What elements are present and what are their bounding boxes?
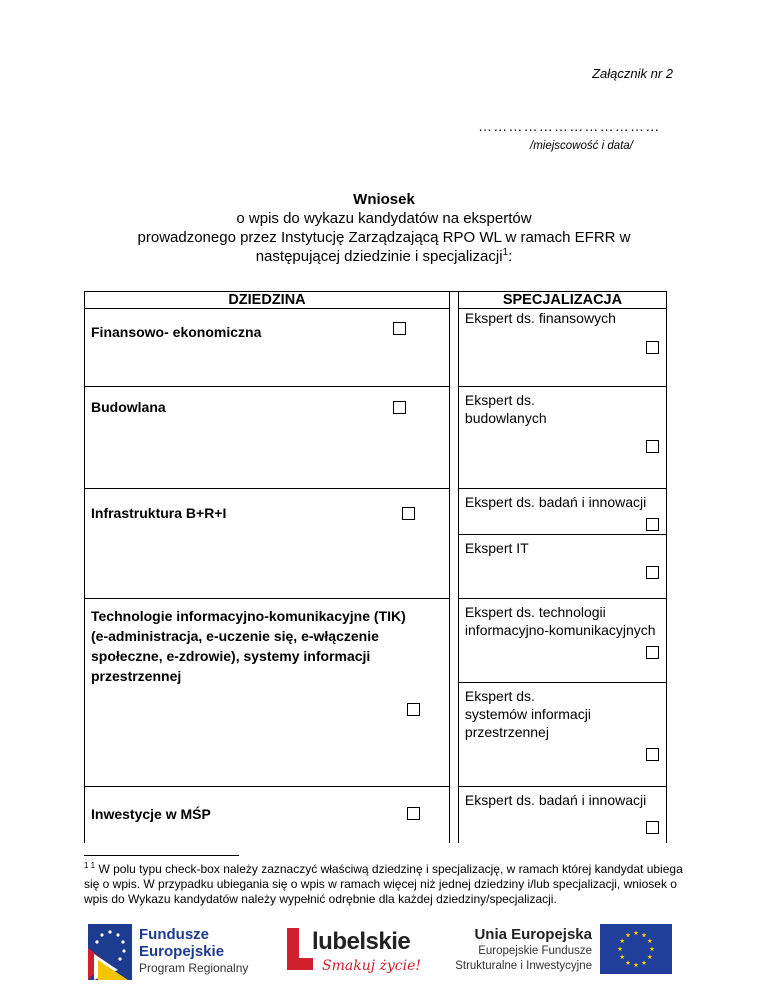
- spec-label: Ekspert ds. badań i innowacji: [464, 494, 647, 510]
- lubelskie-wordmark: lubelskie: [312, 928, 411, 955]
- application-title: [0, 190, 768, 266]
- header-spec: SPECJALIZACJA: [458, 292, 666, 309]
- ue-line-3: Strukturalne i Inwestycyjne: [455, 960, 592, 972]
- spec-checkbox[interactable]: [646, 518, 659, 531]
- fe-line-1: Fundusze: [139, 926, 209, 943]
- title-line-3: prowadzonego przez Instytucję Zarządzającą RPO WL w ramach EFRR w: [137, 229, 631, 246]
- spec-checkbox[interactable]: [646, 748, 659, 761]
- footnote-separator: [84, 855, 239, 856]
- spec-cell: [458, 489, 666, 535]
- header-domain: DZIEDZINA: [85, 292, 450, 309]
- spec-checkbox[interactable]: [646, 566, 659, 579]
- eu-flag-icon: [600, 924, 672, 974]
- title-line-4: następującej dziedzinie i specjalizacji$^1$:: [255, 247, 513, 265]
- spec-checkbox[interactable]: [646, 341, 659, 354]
- spec-checkbox[interactable]: [646, 646, 659, 659]
- domain-cell: [85, 489, 450, 599]
- domain-checkbox[interactable]: [393, 401, 406, 414]
- domain-checkbox[interactable]: [393, 322, 406, 335]
- domain-label: Infrastruktura B+R+I: [91, 505, 227, 521]
- spec-cell: [458, 309, 666, 387]
- domain-label: Inwestycje w MŚP: [91, 806, 211, 822]
- fundusze-europejskie-logo: [88, 924, 132, 980]
- title-main: Wniosek: [353, 191, 415, 208]
- spec-label: Ekspert ds. finansowych: [464, 310, 616, 326]
- footnote: [84, 862, 684, 907]
- footnote-ref: 1: [502, 247, 509, 258]
- ue-line-2: Europejskie Fundusze: [478, 945, 592, 957]
- domain-cell: [85, 787, 450, 843]
- footnote-text: W polu typu check-box należy zaznaczyć właściwą dziedzinę i specjalizację, w ramach której kandydat ubiega się o wpis. W przypadku ubiegania się o wpis w ramach więcej niż jednej dziedziny i/lub specjalizacji, wniosek o wpis do Wykazu kandydatów należy wypełnić odrębnie dla każdej dziedziny/specjalizacji.: [84, 862, 683, 906]
- domain-checkbox[interactable]: [407, 807, 420, 820]
- domain-label: Technologie informacyjno-komunikacyjne (TIK) (e-administracja, e-uczenie się, e-włączenie społeczne, e-zdrowie), systemy informacji przestrzennej: [91, 608, 406, 684]
- fe-line-3: Program Regionalny: [139, 961, 249, 975]
- title-line-2: o wpis do wykazu kandydatów na ekspertów: [236, 210, 532, 227]
- lubelskie-tagline: Smakuj życie!: [322, 958, 422, 974]
- ue-line-1: Unia Europejska: [474, 926, 592, 943]
- domain-label: Budowlana: [91, 399, 166, 415]
- spec-cell: [458, 387, 666, 489]
- annex-label: Załącznik nr 2: [592, 66, 673, 81]
- domain-checkbox[interactable]: [407, 703, 420, 716]
- domain-label: Finansowo- ekonomiczna: [91, 324, 262, 340]
- domain-checkbox[interactable]: [402, 507, 415, 520]
- domain-cell: [85, 309, 450, 387]
- place-date-label: /miejscowość i data/: [530, 140, 633, 152]
- spec-label: Ekspert ds. badań i innowacji: [464, 792, 647, 808]
- spec-label: Ekspert ds. technologii informacyjno-komunikacyjnych: [464, 604, 656, 638]
- spec-cell: [458, 599, 666, 683]
- spec-label: Ekspert ds. systemów informacji przestrzennej: [464, 688, 591, 740]
- domain-cell: [85, 387, 450, 489]
- place-date-dots: ………………………………: [478, 118, 661, 134]
- spec-cell: [458, 535, 666, 599]
- footnote-marker: 1 1: [84, 861, 96, 870]
- domain-specialization-table: [84, 291, 667, 843]
- domain-cell: [85, 599, 450, 787]
- spec-checkbox[interactable]: [646, 440, 659, 453]
- spec-cell: [458, 683, 666, 787]
- spec-cell: [458, 787, 666, 843]
- lubelskie-logo: [285, 926, 315, 972]
- fe-line-2: Europejskie: [139, 943, 225, 960]
- spec-checkbox[interactable]: [646, 821, 659, 834]
- spec-label: Ekspert ds. budowlanych: [464, 392, 547, 426]
- logo-bar: [0, 920, 768, 990]
- spec-label: Ekspert IT: [464, 540, 529, 556]
